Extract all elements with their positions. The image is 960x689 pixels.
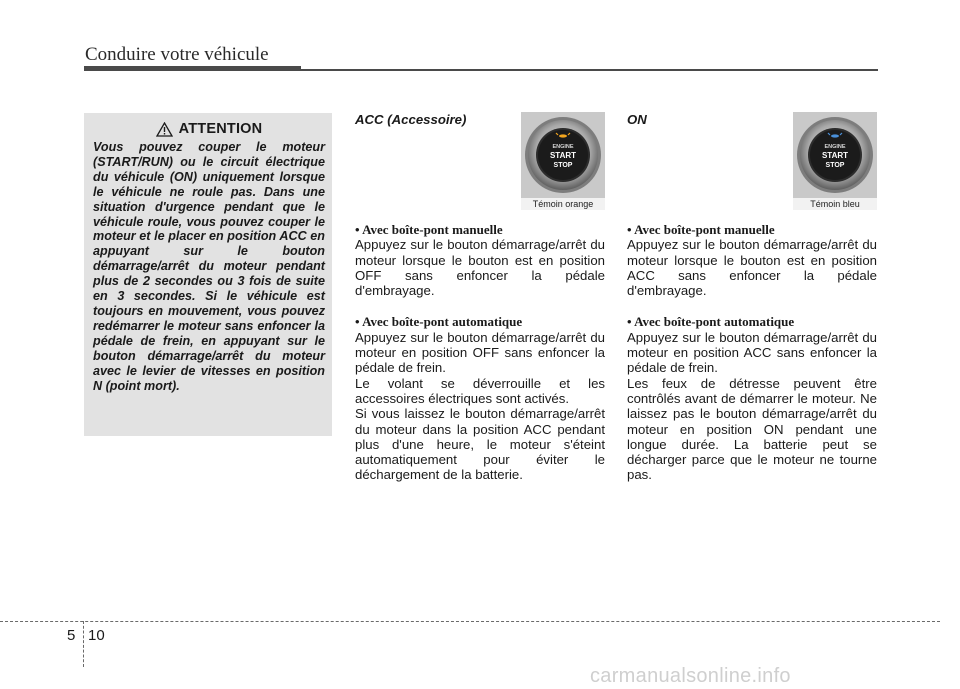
on-title: ON [627, 112, 647, 127]
on-photo-caption: Témoin bleu [793, 198, 877, 210]
acc-manual-heading: • Avec boîte-pont manuelle [355, 222, 503, 237]
button-text-stop: STOP [825, 162, 845, 169]
button-text-engine: ENGINE [552, 144, 574, 150]
acc-auto-text-2: Le volant se déverrouille et les accessoires électriques sont activés. [355, 375, 605, 406]
acc-photo-caption: Témoin orange [521, 198, 605, 210]
acc-title: ACC (Accessoire) [355, 112, 467, 127]
acc-button-photo [521, 112, 605, 210]
warning-triangle-icon [156, 122, 173, 137]
engine-start-stop-button-icon [521, 112, 605, 198]
button-text-engine: ENGINE [824, 144, 846, 150]
acc-auto-text-1: Appuyez sur le bouton démarrage/arrêt du moteur en position OFF sans enfoncer la pédale de frein. [355, 329, 605, 376]
on-manual-heading: • Avec boîte-pont manuelle [627, 222, 775, 237]
caution-box [84, 113, 332, 436]
button-text-stop: STOP [553, 162, 573, 169]
on-button-photo [793, 112, 877, 210]
page-number: 10 [88, 627, 105, 644]
button-text-start: START [821, 151, 849, 160]
watermark: carmanualsonline.info [590, 665, 791, 687]
footer-rule [0, 621, 940, 622]
footer-divider [83, 621, 84, 667]
on-auto-text-1: Appuyez sur le bouton démarrage/arrêt du moteur en position ACC sans enfoncer la pédale de frein. [627, 329, 877, 376]
chapter-number: 5 [67, 627, 76, 644]
caution-body: Vous pouvez couper le moteur (START/RUN) ou le circuit électrique du véhicule (ON) uniquement lorsque le véhicule ne roule pas. Dans une situation d'urgence pendant que le véhicule roule, vous pouvez couper le moteur et le placer en position ACC en appuyant sur le bouton démarrage/arrêt du moteur pendant plus de 2 secondes ou 3 fois de suite en 3 secondes. Si le véhicule est toujours en mouvement, vous pouvez redémarrer le moteur sans enfoncer la pédale de frein, en appuyant sur le bouton démarrage/arrêt du moteur avec le levier de vitesses en position N (point mort). [93, 140, 325, 393]
engine-start-stop-button-icon [793, 112, 877, 198]
on-auto-heading: • Avec boîte-pont automatique [627, 314, 795, 330]
spacer [627, 298, 877, 314]
acc-manual-text: Appuyez sur le bouton démarrage/arrêt du moteur lorsque le bouton est en position OFF sans enfoncer la pédale d'embrayage. [355, 237, 605, 299]
header-title: Conduire votre véhicule [85, 44, 269, 65]
on-auto-text-2: Les feux de détresse peuvent être contrôlés avant de démarrer le moteur. Ne laissez pas le bouton démarrage/arrêt du moteur en position ON pendant une longue durée. La batterie peut se décharger parce que le moteur ne tourne pas. [627, 375, 877, 483]
acc-auto-heading: • Avec boîte-pont automatique [355, 314, 523, 330]
header-rule-thick [84, 66, 301, 71]
caution-title: ATTENTION [178, 121, 263, 137]
button-text-start: START [549, 151, 577, 160]
on-section [627, 112, 877, 483]
acc-section [355, 112, 605, 483]
acc-auto-text-3: Si vous laissez le bouton démarrage/arrêt du moteur dans la position ACC pendant plus d'une heure, le moteur s'éteint automatiquement pour éviter le déchargement de la batterie. [355, 406, 605, 483]
spacer [355, 298, 605, 314]
caution-heading [93, 121, 325, 137]
header-rule-thin [301, 69, 878, 71]
on-manual-text: Appuyez sur le bouton démarrage/arrêt du moteur lorsque le bouton est en position ACC sans enfoncer la pédale d'embrayage. [627, 237, 877, 299]
